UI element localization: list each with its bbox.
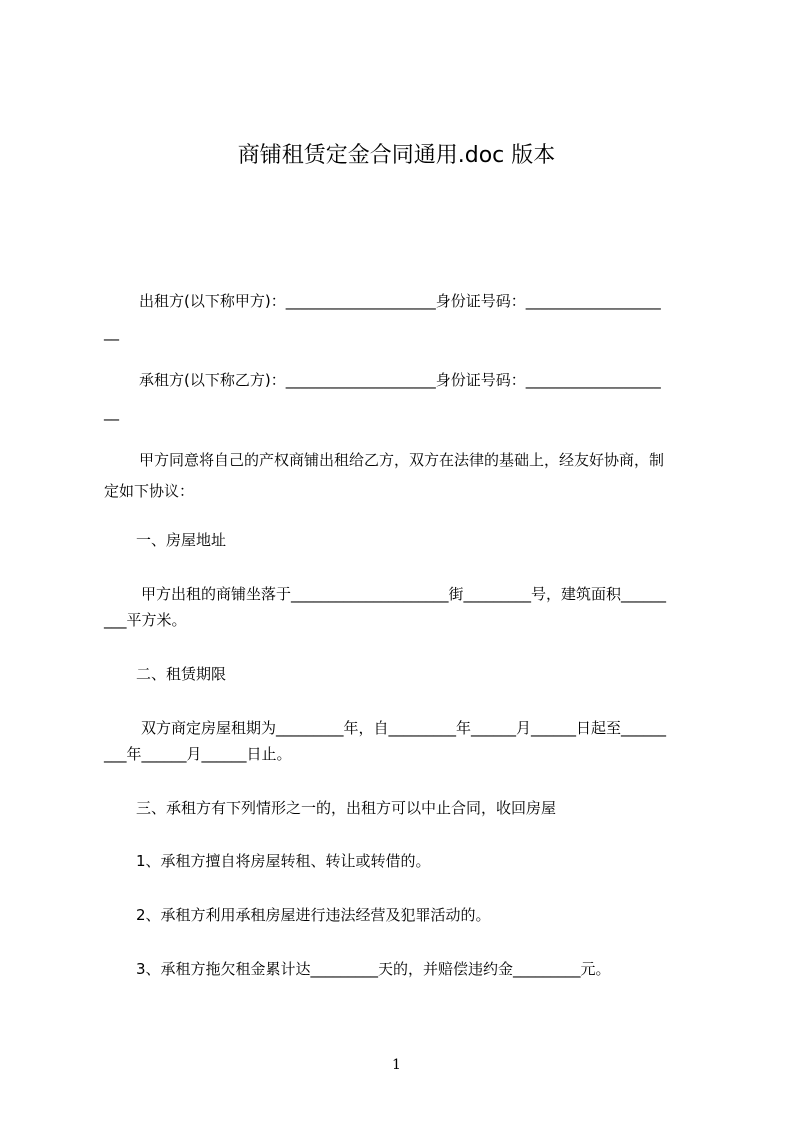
line-address-cont bbox=[0, 608, 793, 632]
text-line: 1、承租方擅自将房屋转租、转让或转借的。 bbox=[136, 852, 431, 870]
clause-3 bbox=[0, 957, 793, 981]
text-line: __ bbox=[104, 323, 119, 341]
line-lessor-cont bbox=[0, 320, 793, 344]
section-heading-termination bbox=[0, 796, 793, 820]
text-line: 出租方(以下称甲方)：____________________身份证号码：__________________ bbox=[139, 292, 661, 310]
line-lessee-cont bbox=[0, 400, 793, 424]
text-line: 定如下协议： bbox=[104, 482, 195, 500]
line-lessee bbox=[0, 368, 793, 392]
text-line: 3、承租方拖欠租金累计达_________天的，并赔偿违约金_________元。 bbox=[136, 960, 611, 978]
page-number: 1 bbox=[392, 1057, 401, 1073]
line-address bbox=[0, 582, 793, 606]
text-line: 双方商定房屋租期为_________年，自_________年______月______日起至______ bbox=[141, 719, 667, 737]
text-line: __ bbox=[104, 403, 119, 421]
text-line: 二、租赁期限 bbox=[136, 665, 227, 683]
text-line: 一、房屋地址 bbox=[136, 531, 227, 549]
section-heading-term bbox=[0, 662, 793, 686]
document-title: 商铺租赁定金合同通用.doc 版本 bbox=[237, 143, 556, 168]
line-agreement bbox=[0, 448, 793, 472]
line-lessor bbox=[0, 289, 793, 313]
line-term-cont bbox=[0, 742, 793, 766]
line-term bbox=[0, 716, 793, 740]
text-line: ___年______月______日止。 bbox=[104, 745, 292, 763]
text-line: ___平方米。 bbox=[104, 611, 187, 629]
line-agreement-cont bbox=[0, 479, 793, 503]
clause-2 bbox=[0, 903, 793, 927]
section-heading-address bbox=[0, 528, 793, 552]
text-line: 承租方(以下称乙方)：____________________身份证号码：__________________ bbox=[139, 371, 661, 389]
text-line: 甲方同意将自己的产权商铺出租给乙方，双方在法律的基础上，经友好协商，制 bbox=[139, 451, 665, 469]
text-line: 三、承租方有下列情形之一的，出租方可以中止合同，收回房屋 bbox=[136, 799, 557, 817]
clause-1 bbox=[0, 849, 793, 873]
text-line: 甲方出租的商铺坐落于_____________________街_________号，建筑面积______ bbox=[141, 585, 667, 603]
text-line: 2、承租方利用承租房屋进行违法经营及犯罪活动的。 bbox=[136, 906, 491, 924]
